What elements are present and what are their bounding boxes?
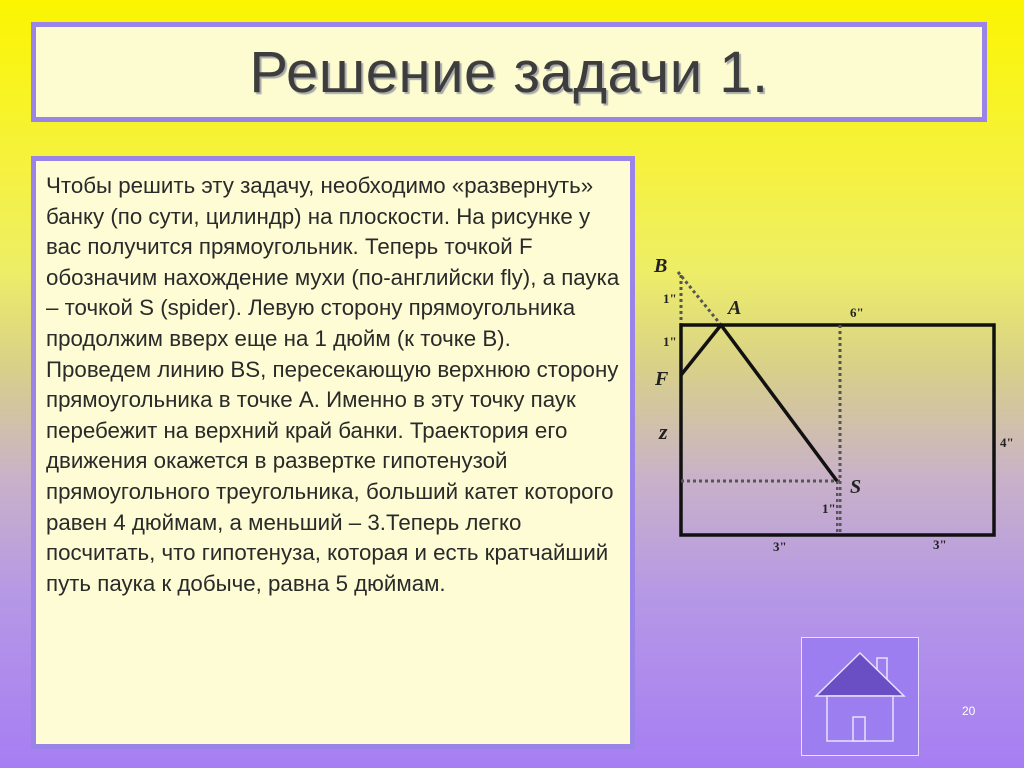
title-box (31, 22, 987, 122)
label-b: B (654, 255, 668, 277)
label-left-upper-1: 1" (663, 291, 677, 306)
cylinder-unfolding-diagram (645, 245, 1024, 565)
page-number: 20 (962, 704, 976, 718)
label-bottom-right-3: 3" (933, 537, 947, 552)
unfolded-rectangle (681, 325, 994, 535)
label-bottom-left-3: 3" (773, 539, 787, 554)
label-right-1: 1" (822, 501, 836, 516)
label-f: F (655, 368, 669, 390)
home-button[interactable] (801, 637, 919, 756)
label-s: S (850, 476, 862, 498)
house-icon (802, 638, 920, 757)
label-right-4: 4" (1000, 435, 1014, 450)
label-top-6: 6" (850, 305, 864, 320)
label-a: A (728, 297, 742, 319)
line-f-a (681, 325, 721, 375)
label-z: z (659, 419, 668, 444)
line-a-s (721, 325, 837, 481)
label-left-lower-1: 1" (663, 334, 677, 349)
text-box (31, 156, 635, 749)
slide-title: Решение задачи 1. (249, 39, 769, 105)
dotted-line-b-a (678, 272, 721, 325)
solution-text: Чтобы решить эту задачу, необходимо «развернуть» банку (по сути, цилиндр) на плоскости. На рисунке у вас получится прямоугольник. Теперь точкой F обозначим нахождение мухи (по-английски fly), а паука – точкой S (spider). Левую сторону прямоугольника продолжим вверх еще на 1 дюйм (к точке B). Проведем линию BS, пересекающую верхнюю сторону прямоугольника в точке A. Именно в эту точку паук перебежит на верхний край банки. Траектория его движения окажется в развертке гипотенузой прямоугольного треугольника, больший катет которого равен 4 дюймам, а меньший – 3.Теперь легко посчитать, что гипотенуза, которая и есть кратчайший путь паука к добыче, равна 5 дюймам. (46, 173, 620, 596)
